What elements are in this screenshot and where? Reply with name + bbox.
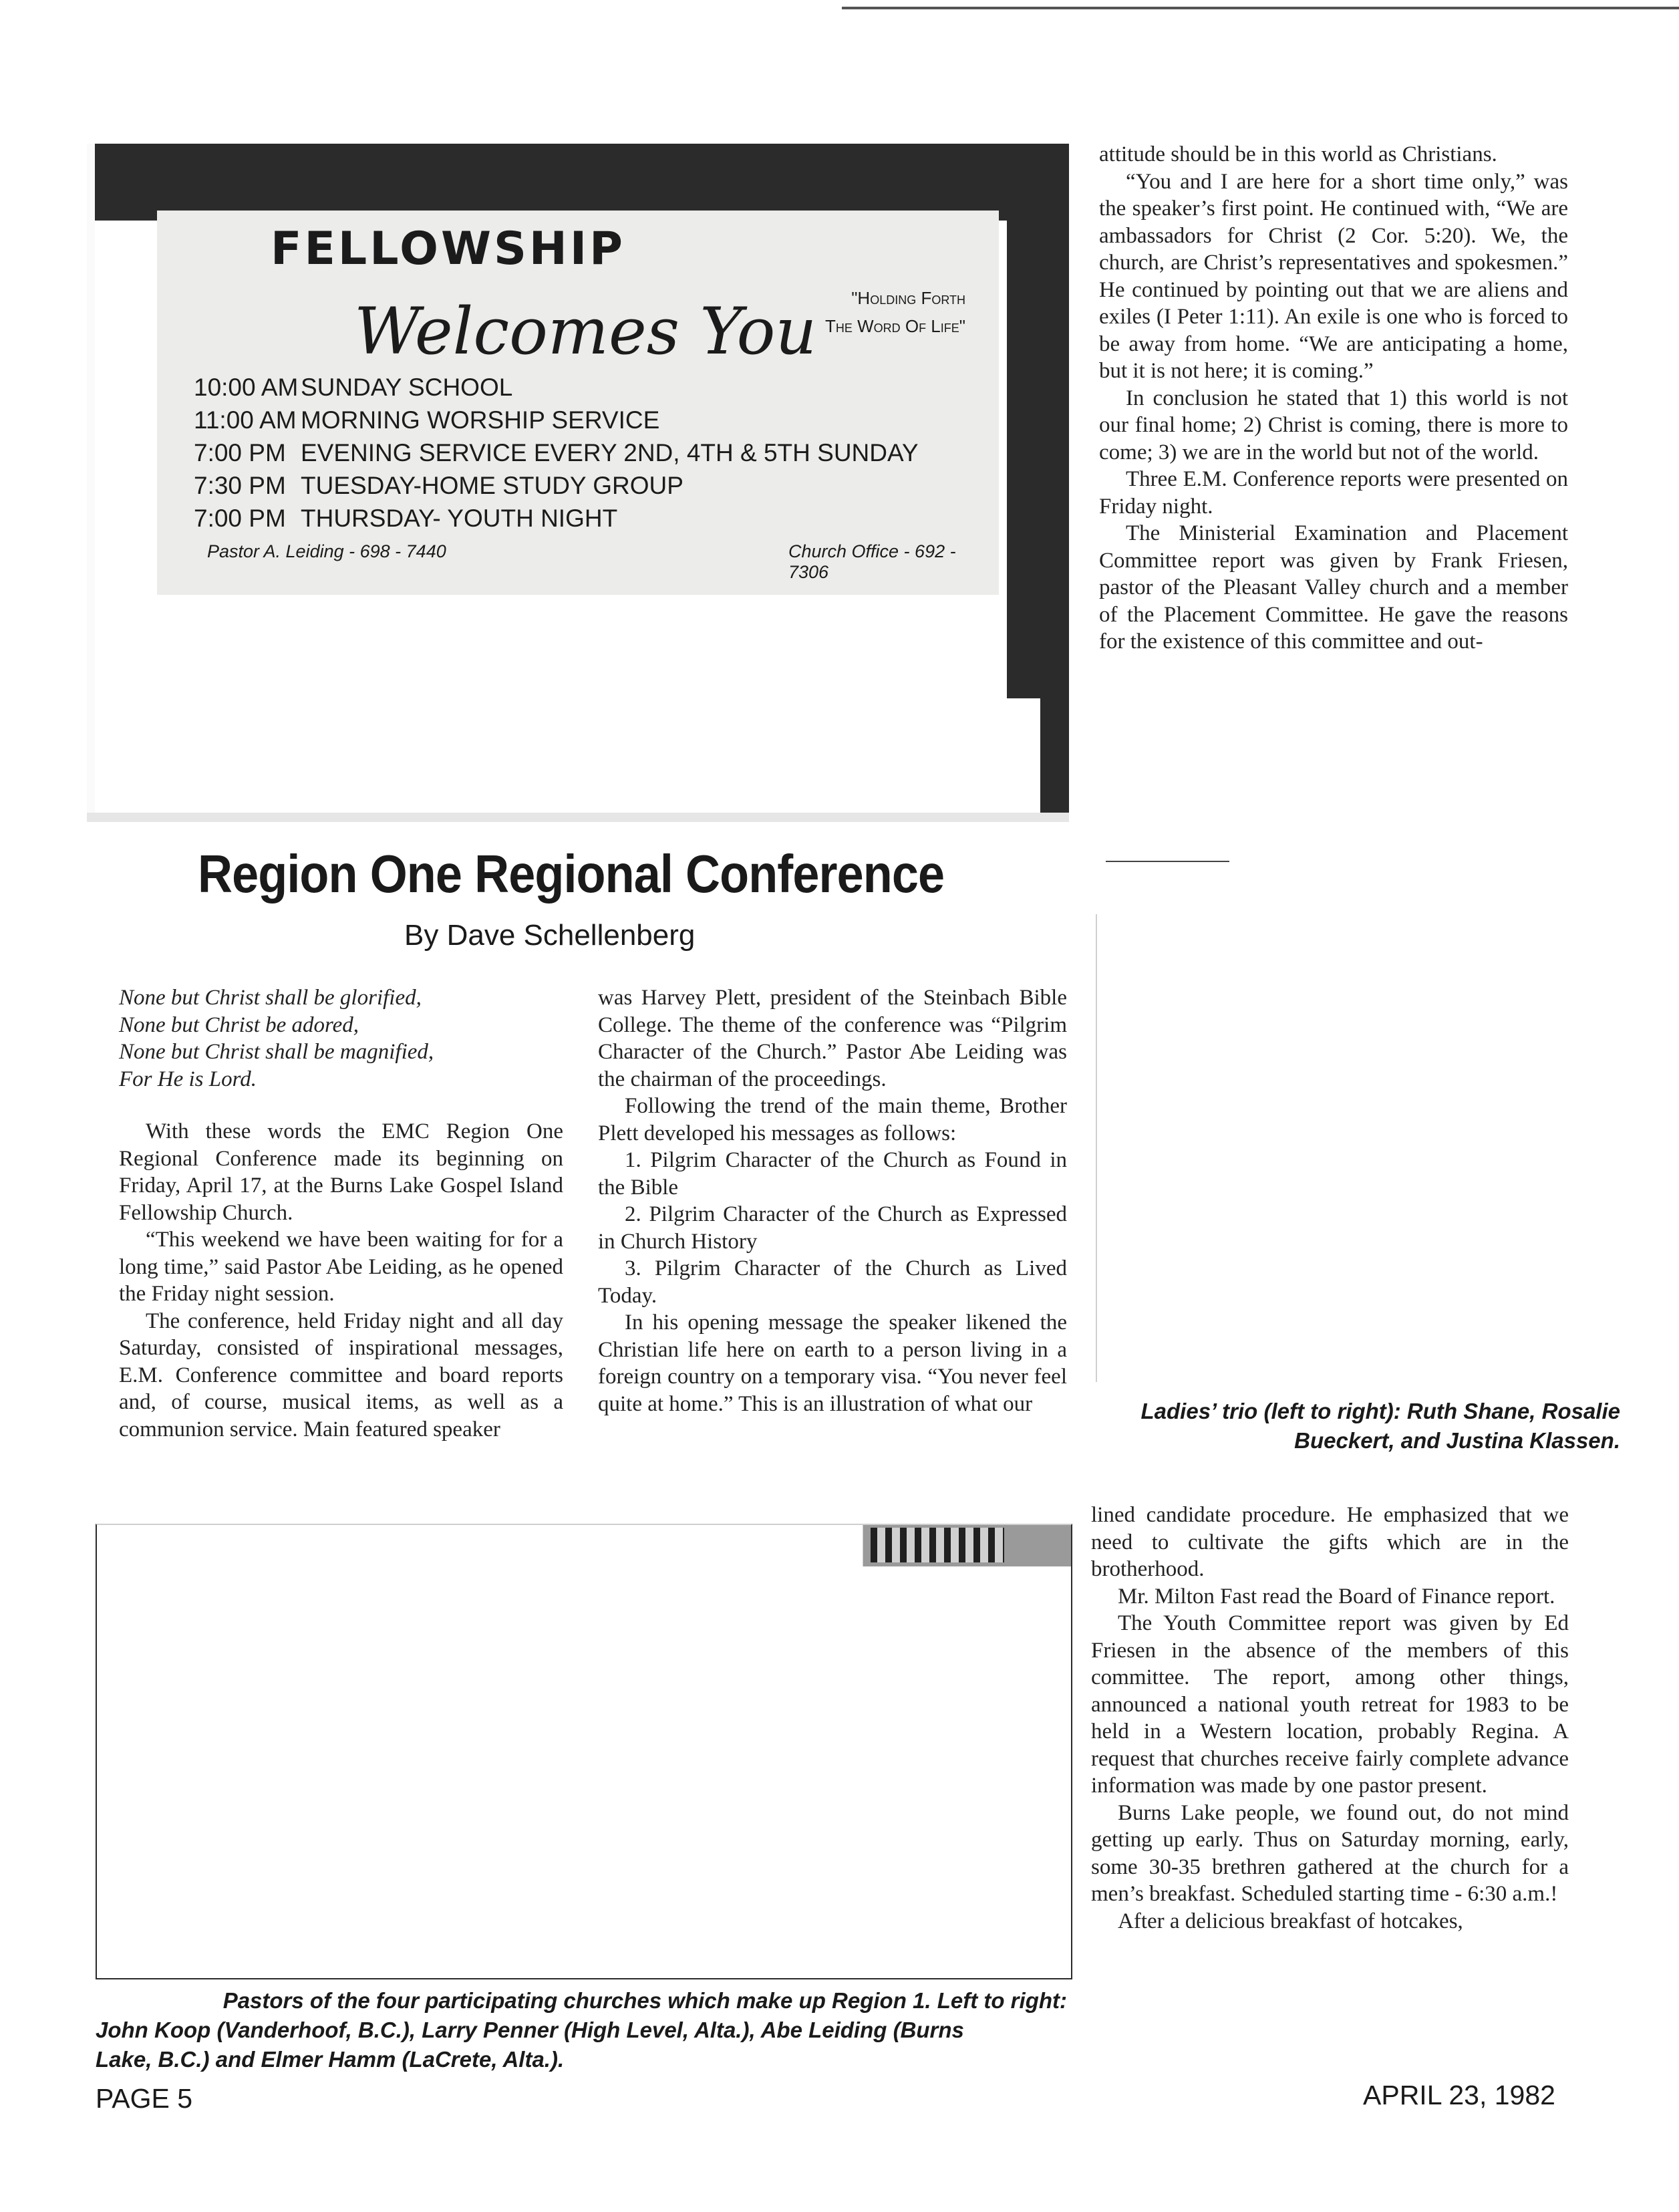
pastors-caption-line: Lake, B.C.) and Elmer Hamm (LaCrete, Alta.). xyxy=(96,2047,565,2072)
paragraph: “You and I are here for a short time only,” was the speaker’s first point. He continued with, “We are ambassadors for Christ (2 Cor. 5:20). We, the church, are Christ’s representatives and spokesmen.” He continued by pointing out that we are aliens and exiles (I Peter 1:11). An exile is one who is forced to be away from home. “We are anticipating a home, but it is not here; it is coming.” xyxy=(1099,169,1568,383)
article-headline: Region One Regional Conference xyxy=(198,844,945,904)
sign-schedule-row: 7:00 PM EVENING SERVICE EVERY 2ND, 4TH & 5TH SUNDAY xyxy=(194,439,919,466)
sign-motto xyxy=(825,284,965,340)
sign-welcome: Welcomes You xyxy=(354,294,817,369)
list-item: 2. Pilgrim Character of the Church as Expressed in Church History xyxy=(598,1202,1067,1254)
paragraph: In conclusion he stated that 1) this world is not our final home; 2) Christ is coming, there is more to come; 3) we are in the world but not of the world. xyxy=(1099,386,1568,464)
sign-pastor-phone: Pastor A. Leiding - 698 - 7440 xyxy=(207,541,446,561)
paragraph: With these words the EMC Region One Regional Conference made its beginning on Friday, April 17, at the Burns Lake Gospel Island Fellowship Church. xyxy=(119,1119,563,1225)
paragraph: “This weekend we have been waiting for for a long time,” said Pastor Abe Leiding, as he opened the Friday night session. xyxy=(119,1228,563,1306)
sign-schedule-row: 11:00 AM MORNING WORSHIP SERVICE xyxy=(194,406,660,434)
sign-schedule-row: 7:00 PM THURSDAY- YOUTH NIGHT xyxy=(194,505,618,532)
issue-date: APRIL 23, 1982 xyxy=(1363,2080,1555,2110)
paragraph: attitude should be in this world as Christians. xyxy=(1099,142,1497,166)
article-column-3-bottom xyxy=(1091,1502,1569,1935)
poem-line: For He is Lord. xyxy=(119,1067,257,1091)
poem-line: None but Christ be adored, xyxy=(119,1012,359,1037)
sign-schedule-row: 7:30 PM TUESDAY-HOME STUDY GROUP xyxy=(194,472,683,499)
paragraph: Three E.M. Conference reports were presented on Friday night. xyxy=(1099,467,1568,519)
pastors-caption-line: Pastors of the four participating churches which make up Region 1. Left to right: xyxy=(222,1988,1067,2013)
pastors-caption-line: John Koop (Vanderhoof, B.C.), Larry Penner (High Level, Alta.), Abe Leiding (Burns xyxy=(96,2018,964,2042)
top-rule xyxy=(842,7,1679,9)
opening-poem xyxy=(119,984,563,1093)
article-column-2 xyxy=(598,984,1067,1417)
sign-motto-line: The Word Of Life" xyxy=(824,316,965,336)
article-column-1 xyxy=(119,984,563,1443)
paragraph: Following the trend of the main theme, Brother Plett developed his messages as follows: xyxy=(598,1094,1067,1145)
paragraph: The Youth Committee report was given by Ed Friesen in the absence of the members of this committee. The report, among other things, announced a national youth retreat for 1983 to be held in a Western location, probably Regina. A request that churches receive fairly complete advance information was made by one pastor present. xyxy=(1091,1611,1569,1798)
paragraph: In his opening message the speaker likened the Christian life here on earth to a person living in a foreign country on a temporary visa. “You never feel quite at home.” This is an illustration of what our xyxy=(598,1310,1067,1416)
paragraph: The conference, held Friday night and all day Saturday, consisted of inspirational messages, E.M. Conference committee and board reports and, of course, musical items, as well as a communion service. Main featured speaker xyxy=(119,1308,563,1441)
pastors-caption xyxy=(96,1986,1071,2074)
church-sign xyxy=(157,211,999,595)
list-item: 3. Pilgrim Character of the Church as Lived Today. xyxy=(598,1256,1067,1308)
trio-photo xyxy=(1096,861,1617,1382)
paragraph: After a delicious breakfast of hotcakes, xyxy=(1118,1909,1463,1933)
list-item: 1. Pilgrim Character of the Church as Found in the Bible xyxy=(598,1148,1067,1200)
pastors-photo xyxy=(96,1524,1071,1978)
paragraph: Mr. Milton Fast read the Board of Finance report. xyxy=(1118,1584,1555,1609)
paragraph: The Ministerial Examination and Placement Committee report was given by Frank Friesen, pastor of the Pleasant Valley church and a member of the Placement Committee. He gave the reasons for the existence of this committee and out- xyxy=(1099,521,1568,654)
poem-line: None but Christ shall be glorified, xyxy=(119,986,422,1010)
paragraph: Burns Lake people, we found out, do not mind getting up early. Thus on Saturday morning, early, some 30-35 brethren gathered at the church for a men’s breakfast. Scheduled starting time - 6:30 a.m.! xyxy=(1091,1800,1569,1906)
sign-office-phone: Church Office - 692 - 7306 xyxy=(788,541,956,582)
trio-caption: Ladies’ trio (left to right): Ruth Shane, Rosalie Bueckert, and Justina Klassen. xyxy=(1140,1399,1620,1453)
paragraph: lined candidate procedure. He emphasized that we need to cultivate the gifts which are in the brotherhood. xyxy=(1091,1503,1569,1581)
sign-schedule-row: 10:00 AMSUNDAY SCHOOL xyxy=(194,374,513,401)
article-column-3-top xyxy=(1099,141,1568,656)
poem-line: None but Christ shall be magnified, xyxy=(119,1040,434,1064)
sign-logo-word: FELLOWSHIP xyxy=(271,223,625,275)
page-number: PAGE 5 xyxy=(96,2083,193,2114)
article-byline: By Dave Schellenberg xyxy=(404,919,696,952)
paragraph: was Harvey Plett, president of the Steinbach Bible College. The theme of the conference was “Pilgrim Character of the Church.” Pastor Abe Leiding was the chairman of the proceedings. xyxy=(598,986,1067,1091)
sign-schedule xyxy=(194,371,919,535)
sign-motto-line: "Holding Forth xyxy=(851,288,965,308)
